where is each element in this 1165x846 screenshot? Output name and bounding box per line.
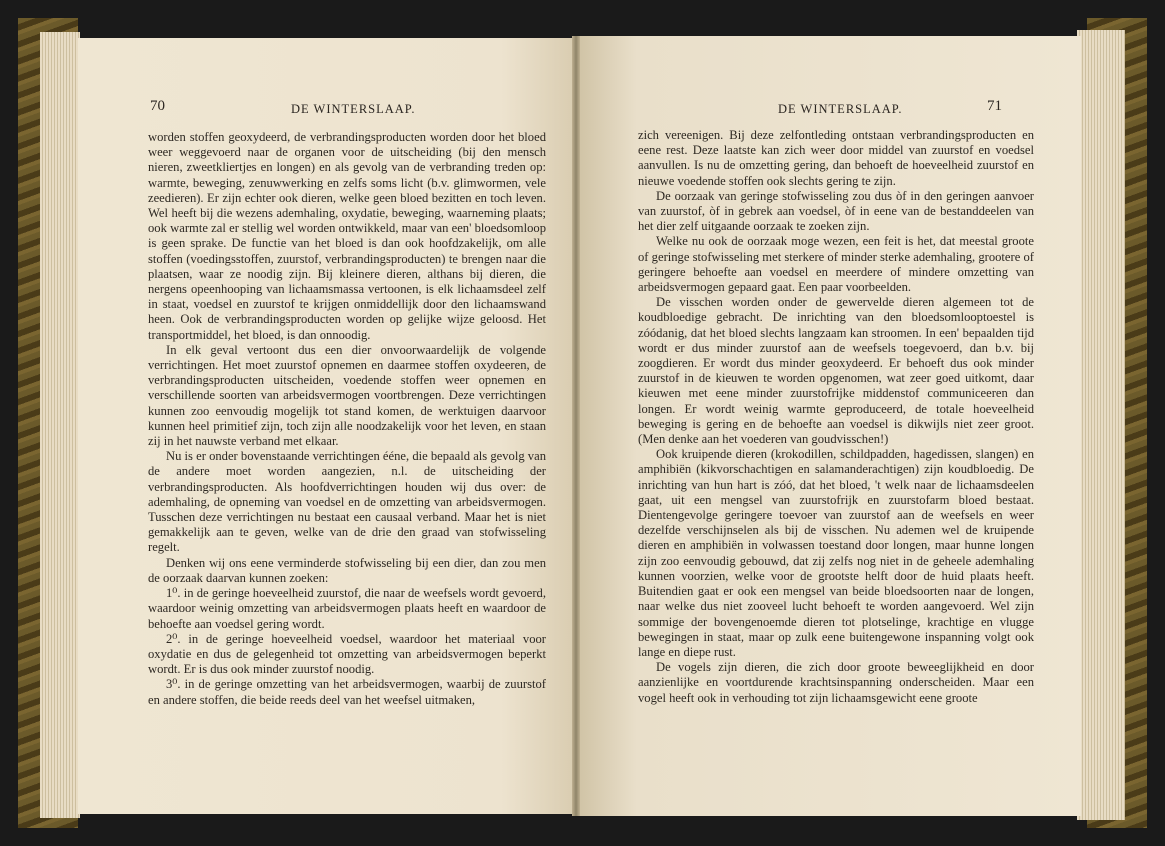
- paragraph: worden stoffen geoxydeerd, de verbrandingsproducten worden door het bloed weer weggevoerd naar de organen voor de uitscheiding (bij den mensch nieren, zweetkliertjes en longen) en als gevolg van de verbranding treden op: warmte, beweging, zenuwwerking en zelfs soms licht (b.v. glimwormen, vele zeedieren). Er zijn echter ook dieren, welke geen bloed bezitten en toch leven. Wel heeft bij die wezens ademhaling, oxydatie, beweging, waarneming plaats; ook warmte zal er stellig wel worden ontwikkeld, maar van een' bloedsomloop is geen sprake. De functie van het bloed is dan ook hoofdzakelijk, om alle stoffen (voedingsstoffen, zuurstof, verbrandingsproducten) te brengen naar die plaatsen, waar ze noodig zijn. Bij kleinere dieren, althans bij dieren, die nergens opeenhooping van lichaamsmassa vertoonen, is elk lichaamsdeel zelf in staat, voedsel en zuurstof te krijgen onmiddellijk door den lichaamswand heen. Ook de verbrandingsproducten worden op gelijke wijze geloosd. Het transportmiddel, het bloed, is dan onnoodig.: [148, 130, 546, 342]
- paragraph: 2⁰. in de geringe hoeveelheid voedsel, waardoor het materiaal voor oxydatie en dus de gelegenheid tot omzetting van arbeidsvermogen beperkt wordt. Er is dus ook minder zuurstof noodig.: [148, 631, 546, 677]
- left-page-text: [148, 130, 546, 708]
- paragraph: De visschen worden onder de gewervelde dieren algemeen tot de koudbloedige gebracht. De inrichting van den bloedsomlooptoestel is zóódanig, dat het bloed slechts langzaam kan stroomen. In een' bepaalden tijd wordt er dus minder zuurstof aan de weefsels toegevoerd, dan b.v. bij zoogdieren. Er wordt dus minder geoxydeerd. Er behoeft dus ook minder zuurstof in de kieuwen te worden opgenomen, wat zeer goed uitkomt, daar kieuwen met eene minder zuurstofrijke middenstof communiceeren dan longen. Er wordt weinig warmte geproduceerd, de totale hoeveelheid beweging is gering en de behoefte aan voedsel is dikwijls niet zeer groot. (Men denke aan het voederen van goudvisschen!): [638, 295, 1034, 447]
- paragraph: Ook kruipende dieren (krokodillen, schildpadden, hagedissen, slangen) en amphibiën (kikvorschachtigen en salamanderachtigen) zijn koudbloedig. De inrichting van hun hart is zóó, dat het bloed, 't welk naar de lichaamsdeelen gaat, uit een mengsel van zuurstofrijk en zuurstofarm bloed bestaat. Dientengevolge geringere toevoer van zuurstof aan de weefsels en weer dezelfde verschijnselen als bij de visschen. Nu ademen wel de kruipende dieren en amphibiën in volwassen toestand door longen, maar hunne longen zijn zoo eenvoudig gebouwd, dat zij zelfs nog niet in de geheele ademhaling kunnen voorzien, welke voor de grootste helft door de huid plaats heeft. Buitendien gaat er ook een mengsel van beide bloedsoorten naar de longen, naar welke dus niet zooveel lucht behoeft te worden aangevoerd. Wel zijn sommige der bovengenoemde dieren tot plotselinge, krachtige en vlugge bewegingen in staat, maar op zulk eene buitengewone inspanning volgt ook lange en diepe rust.: [638, 447, 1034, 659]
- right-page-text: [638, 128, 1034, 706]
- paragraph: Nu is er onder bovenstaande verrichtingen ééne, die bepaald als gevolg van de andere moet worden aangezien, n.l. de uitscheiding der verbrandingsproducten. Als hoofdverrichtingen houden wij dus over: de ademhaling, de opneming van voedsel en de omzetting van arbeidsvermogen. Tusschen deze verrichtingen nu bestaat een causaal verband. Maar het is niet gemakkelijk aan te geven, welke van de drie den graad van stofwisseling regelt.: [148, 449, 546, 555]
- book-gutter: [572, 36, 580, 816]
- paragraph: Welke nu ook de oorzaak moge wezen, een feit is het, dat meestal groote of geringe stofwisseling met sterkere of minder sterke ademhaling, grootere of geringere behoefte aan voedsel en meerdere of mindere omzetting van arbeidsvermogen gepaard gaat. Een paar voorbeelden.: [638, 234, 1034, 295]
- right-running-head: DE WINTERSLAAP.: [778, 102, 903, 116]
- paragraph: De vogels zijn dieren, die zich door groote beweeglijkheid en door aanzienlijke en voortdurende krachtsinspanning onderscheiden. Maar een vogel heeft ook in verhouding tot zijn lichaamsgewicht eene groote: [638, 660, 1034, 705]
- paragraph: zich vereenigen. Bij deze zelfontleding ontstaan verbrandingsproducten en eene rest. Deze laatste kan zich weer door middel van zuurstof en voedsel aanvullen. Is nu de omzetting gering, dan behoeft de hoeveelheid zuurstof en nieuwe voedende stoffen ook slechts gering te zijn.: [638, 128, 1034, 188]
- paragraph: Denken wij ons eene verminderde stofwisseling bij een dier, dan zou men de oorzaak daarvan kunnen zoeken:: [148, 555, 546, 585]
- left-page-number: 70: [150, 98, 165, 114]
- page-edges-left: [40, 32, 80, 818]
- paragraph: 3⁰. in de geringe omzetting van het arbeidsvermogen, waarbij de zuurstof en andere stoffen, die beide reeds deel van het weefsel uitmaken,: [148, 677, 546, 707]
- paragraph: 1⁰. in de geringe hoeveelheid zuurstof, die naar de weefsels wordt gevoerd, waardoor weinig omzetting van arbeidsvermogen plaats heeft en waardoor de behoefte aan voedsel gering wordt.: [148, 586, 546, 631]
- left-running-head: DE WINTERSLAAP.: [291, 102, 416, 116]
- page-edges-right: [1077, 30, 1125, 820]
- paragraph: De oorzaak van geringe stofwisseling zou dus òf in den geringen aanvoer van zuurstof, òf in gebrek aan voedsel, òf in eene van de bestanddeelen van het dier zelf uitgaande oorzaak te zoeken zijn.: [638, 188, 1034, 234]
- paragraph: In elk geval vertoont dus een dier onvoorwaardelijk de volgende verrichtingen. Het moet zuurstof opnemen en daarmee stoffen oxydeeren, de verbrandingsproducten uitscheiden, voedende stoffen weer opnemen en verschillende soorten van arbeidsvermogen voortbrengen. Deze verrichtingen kunnen zoo eenvoudig mogelijk tot stand komen, de werktuigen daarvoor kunnen heel primitief zijn, toch zijn alle noodzakelijk voor het leven, en staan zij in het nauwste verband met elkaar.: [148, 342, 546, 449]
- right-page-number: 71: [987, 98, 1002, 114]
